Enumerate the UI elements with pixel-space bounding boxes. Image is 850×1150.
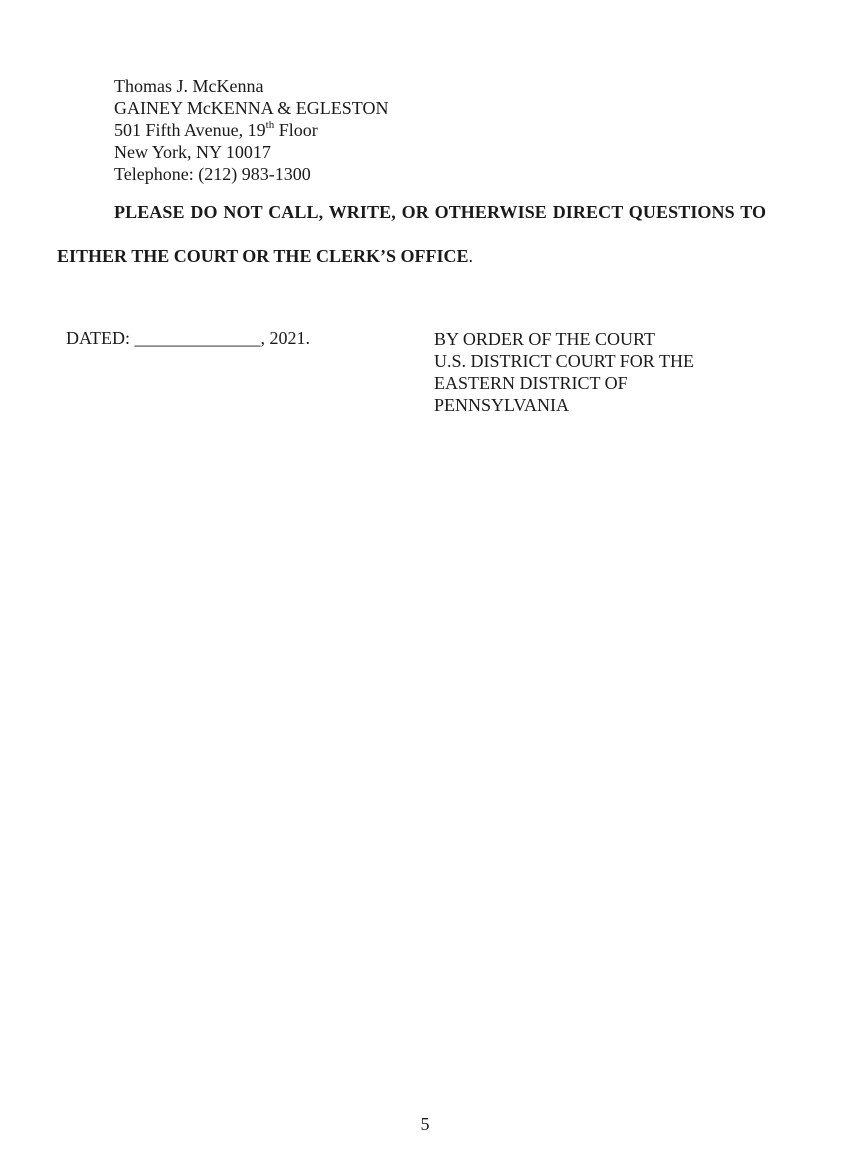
counsel-address-block (114, 75, 388, 185)
counsel-street-address (114, 119, 388, 141)
counsel-firm: GAINEY McKENNA & EGLESTON (114, 98, 389, 118)
court-order-block (434, 328, 694, 416)
counsel-city-state-zip: New York, NY 10017 (114, 142, 271, 162)
counsel-name: Thomas J. McKenna (114, 76, 264, 96)
counsel-telephone: Telephone: (212) 983-1300 (114, 164, 311, 184)
street-address-prefix: 501 Fifth Avenue, 19 (114, 120, 266, 140)
notice-line-2-period: . (468, 246, 473, 266)
street-address-ordinal: th (265, 119, 275, 131)
order-line: PENNSYLVANIA (434, 395, 570, 415)
order-line: EASTERN DISTRICT OF (434, 373, 628, 393)
order-line: U.S. DISTRICT COURT FOR THE (434, 351, 694, 371)
page-number: 5 (420, 1114, 430, 1134)
street-address-suffix: Floor (274, 120, 318, 140)
order-line: BY ORDER OF THE COURT (434, 329, 655, 349)
notice-line-1: PLEASE DO NOT CALL, WRITE, OR OTHERWISE DIRECT QUESTIONS TO (114, 202, 767, 222)
notice-line-2-bold: EITHER THE COURT OR THE CLERK’S OFFICE (57, 246, 469, 266)
dated-line: DATED: ______________, 2021. (66, 328, 310, 348)
notice-line-2 (57, 246, 473, 267)
